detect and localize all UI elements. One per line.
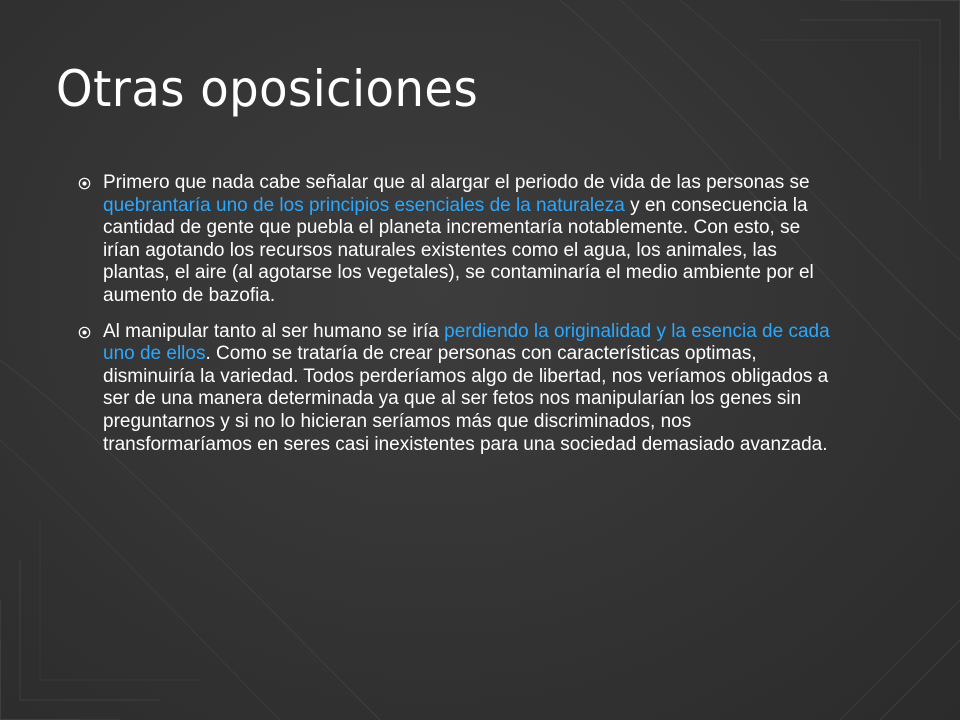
bullet-text-before: Primero que nada cabe señalar que al alargar el periodo de vida de las personas se <box>103 172 810 193</box>
bullet-highlight: quebrantaría uno de los principios esenciales de la naturaleza <box>103 194 625 216</box>
bullet-list <box>78 172 830 469</box>
circle-dot-icon <box>78 326 91 339</box>
page-title: Otras oposiciones <box>56 60 479 118</box>
bullet-text-after: y en consecuencia la cantidad de gente que puebla el planeta incrementaría notablemente. Con esto, se irían agotando los recursos naturales existentes como el agua, los animales, las plantas, el aire (al agotarse los vegetales), se contaminaría el medio ambiente por el aumento de bazofia. <box>103 194 814 306</box>
list-item <box>78 321 830 457</box>
circle-dot-icon <box>78 177 91 190</box>
bullet-text-after: . Como se trataría de crear personas con características optimas, disminuiría la variedad. Todos perderíamos algo de libertad, nos veríamos obligados a ser de una manera determinada ya que al ser fetos nos manipularían los genes sin preguntarnos y si no lo hicieran seríamos más que discriminados, nos transformaríamos en seres casi inexistentes para una sociedad demasiado avanzada. <box>103 343 829 455</box>
bullet-highlight: perdiendo la originalidad y la esencia de cada uno de ellos <box>103 320 830 365</box>
list-item <box>78 172 830 308</box>
bullet-text-before: Al manipular tanto al ser humano se iría <box>103 320 445 342</box>
